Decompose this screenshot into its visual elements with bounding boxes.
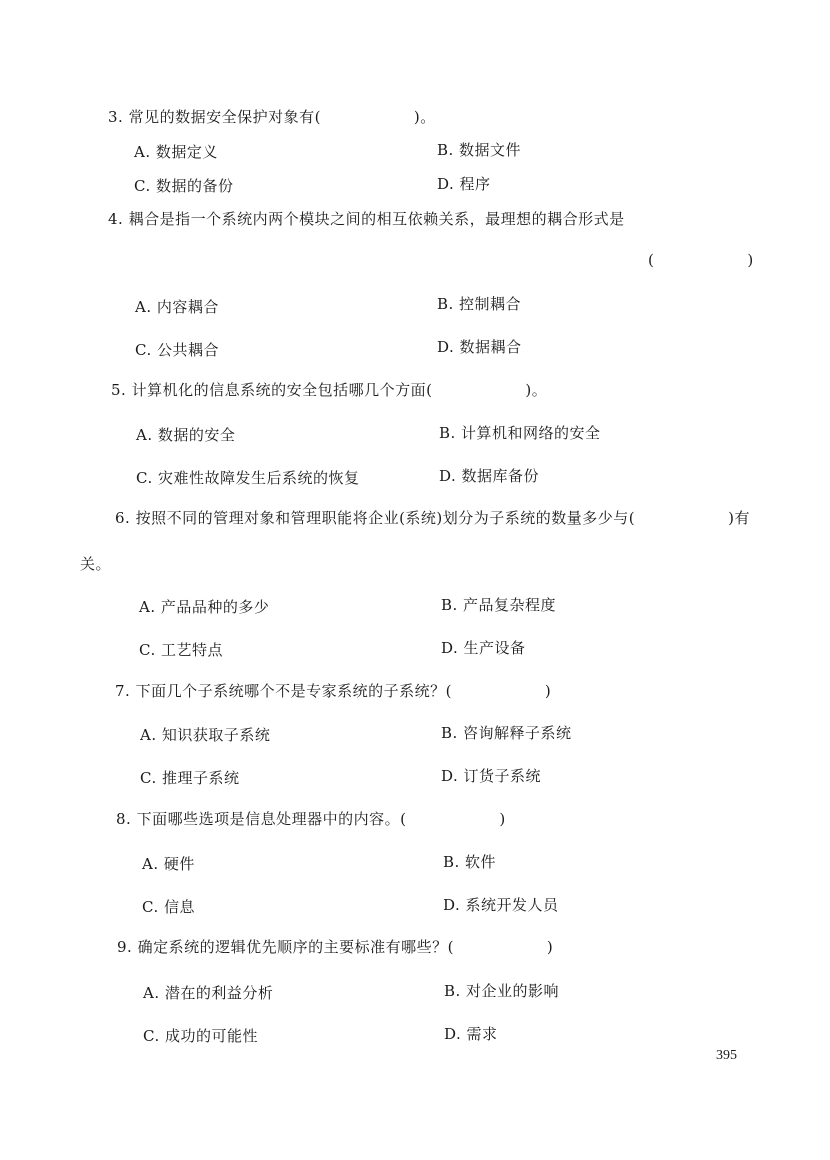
question-3-option-b: B. 数据文件 [437, 141, 522, 159]
question-4-option-b: B. 控制耦合 [437, 295, 522, 313]
question-4-answer-blank: ( ) [648, 251, 754, 269]
question-4-option-a: A. 内容耦合 [135, 298, 219, 316]
question-4-stem: 4. 耦合是指一个系统内两个模块之间的相互依赖关系，最理想的耦合形式是 [108, 210, 625, 228]
question-5-option-b: B. 计算机和网络的安全 [439, 424, 601, 442]
question-5-option-d: D. 数据库备份 [439, 467, 540, 485]
question-7-option-a: A. 知识获取子系统 [140, 726, 271, 744]
question-4-option-d: D. 数据耦合 [437, 338, 522, 356]
question-8-option-a: A. 硬件 [142, 855, 195, 873]
question-5-option-a: A. 数据的安全 [136, 426, 236, 444]
question-3-stem: 3. 常见的数据安全保护对象有( )。 [108, 108, 436, 126]
question-6-option-a: A. 产品品种的多少 [139, 598, 270, 616]
question-5-option-c: C. 灾难性故障发生后系统的恢复 [136, 469, 360, 487]
question-6-stem-continuation: 关。 [80, 555, 112, 573]
question-7-option-d: D. 订货子系统 [441, 767, 542, 785]
question-3-option-d: D. 程序 [437, 175, 491, 193]
page-number: 395 [716, 1048, 737, 1063]
question-3-option-a: A. 数据定义 [134, 143, 218, 161]
question-6-stem: 6. 按照不同的管理对象和管理职能将企业(系统)划分为子系统的数量多少与( )有 [115, 509, 750, 527]
question-9-option-d: D. 需求 [444, 1025, 498, 1043]
question-6-option-c: C. 工艺特点 [139, 641, 223, 659]
question-8-option-c: C. 信息 [142, 898, 195, 916]
question-9-option-a: A. 潜在的利益分析 [143, 984, 274, 1002]
question-7-option-c: C. 推理子系统 [140, 769, 240, 787]
question-8-option-b: B. 软件 [443, 853, 497, 871]
question-9-option-c: C. 成功的可能性 [143, 1027, 258, 1045]
question-5-stem: 5. 计算机化的信息系统的安全包括哪几个方面( )。 [111, 381, 548, 399]
question-8-option-d: D. 系统开发人员 [443, 896, 559, 914]
question-6-option-d: D. 生产设备 [441, 639, 526, 657]
question-8-stem: 8. 下面哪些选项是信息处理器中的内容。( ) [116, 810, 506, 828]
question-3-option-c: C. 数据的备份 [134, 177, 234, 195]
question-6-option-b: B. 产品复杂程度 [441, 596, 557, 614]
question-9-stem: 9. 确定系统的逻辑优先顺序的主要标准有哪些？( ) [117, 938, 554, 956]
question-7-option-b: B. 咨询解释子系统 [441, 724, 572, 742]
question-7-stem: 7. 下面几个子系统哪个不是专家系统的子系统？( ) [115, 682, 552, 700]
question-4-option-c: C. 公共耦合 [135, 341, 219, 359]
question-9-option-b: B. 对企业的影响 [444, 982, 560, 1000]
